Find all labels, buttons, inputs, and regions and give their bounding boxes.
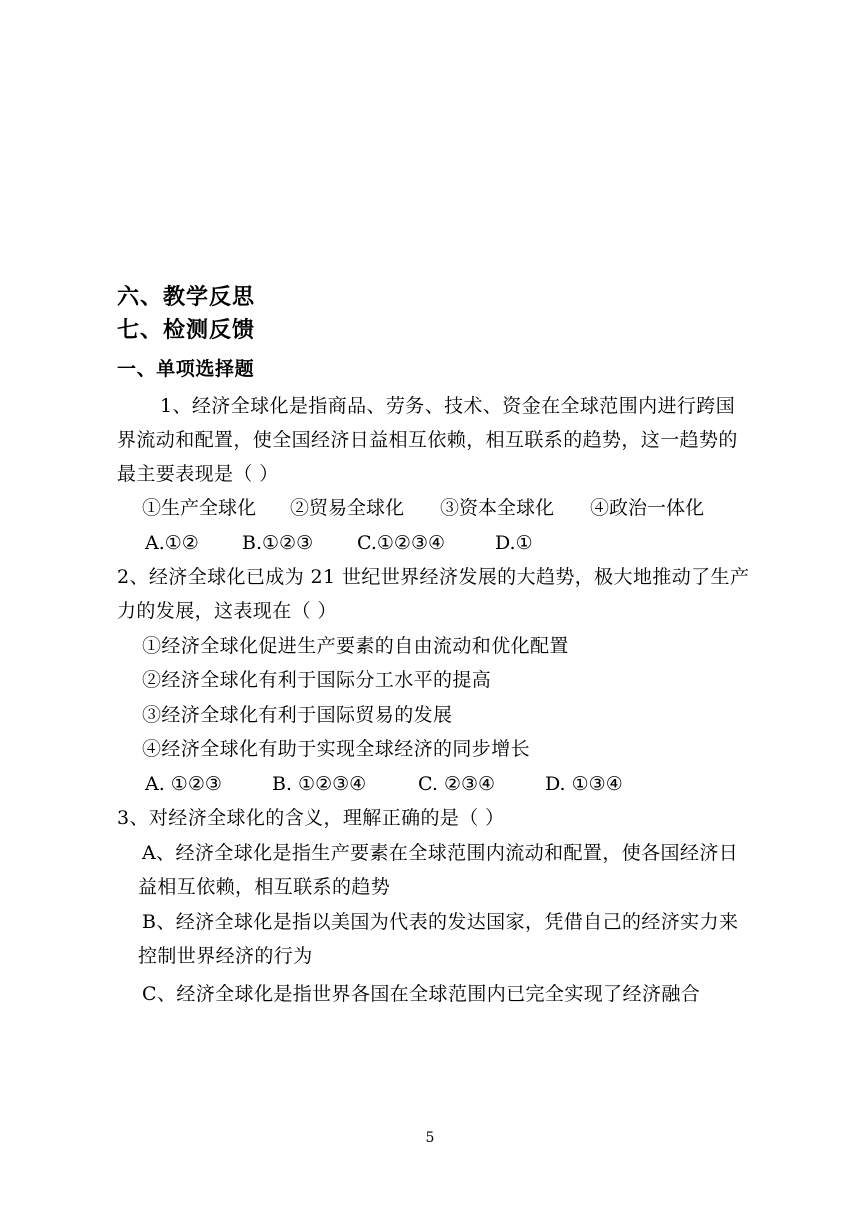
- q1-stem-line-3: 最主要表现是（ ）: [117, 463, 279, 485]
- q2-option-b: B. ①②③④: [272, 773, 367, 795]
- q2-stem-line-2: 力的发展，这表现在（ ）: [117, 600, 337, 622]
- section-heading-reflection: 六、教学反思: [117, 285, 256, 310]
- q2-option-c: C. ②③④: [418, 773, 496, 795]
- q1-item-4: ④政治一体化: [590, 497, 705, 519]
- q3-choice-a-line-1: A、经济全球化是指生产要素在全球范围内流动和配置，使各国经济日: [142, 842, 739, 864]
- q1-stem-line-2: 界流动和配置，使全国经济日益相互依赖，相互联系的趋势，这一趋势的: [117, 429, 738, 451]
- q1-items-row: [0, 496, 860, 520]
- q1-options-row: [0, 531, 860, 555]
- q2-option-d: D. ①③④: [545, 773, 623, 795]
- q2-item-2: ②经济全球化有利于国际分工水平的提高: [142, 669, 492, 691]
- q1-item-2: ②贸易全球化: [290, 497, 405, 519]
- q1-option-c: C.①②③④: [357, 532, 446, 554]
- q1-stem-line-1: 1、经济全球化是指商品、劳务、技术、资金在全球范围内进行跨国: [160, 395, 736, 417]
- q1-option-b: B.①②③: [242, 532, 314, 554]
- q3-choice-b-line-2: 控制世界经济的行为: [138, 945, 313, 967]
- q1-item-3: ③资本全球化: [440, 497, 555, 519]
- q2-item-3: ③经济全球化有利于国际贸易的发展: [142, 704, 453, 726]
- q3-choice-c-line-1: C、经济全球化是指世界各国在全球范围内已完全实现了经济融合: [142, 983, 701, 1005]
- q2-options-row: [0, 772, 860, 796]
- page-number: 5: [425, 1130, 435, 1146]
- q2-stem-line-1: 2、经济全球化已成为 21 世纪世界经济发展的大趋势，极大地推动了生产: [117, 566, 750, 588]
- q2-item-1: ①经济全球化促进生产要素的自由流动和优化配置: [142, 635, 569, 657]
- q1-option-d: D.①: [495, 532, 533, 554]
- q2-item-4: ④经济全球化有助于实现全球经济的同步增长: [142, 738, 531, 760]
- q3-choice-a-line-2: 益相互依赖，相互联系的趋势: [138, 876, 391, 898]
- q3-stem: 3、对经济全球化的含义，理解正确的是（ ）: [117, 807, 505, 829]
- q1-option-a: A.①②: [145, 532, 199, 554]
- q2-option-a: A. ①②③: [145, 773, 222, 795]
- section-heading-feedback: 七、检测反馈: [117, 318, 256, 343]
- q1-item-1: ①生产全球化: [142, 497, 257, 519]
- subsection-heading-single-choice: 一、单项选择题: [117, 358, 255, 380]
- q3-choice-b-line-1: B、经济全球化是指以美国为代表的发达国家，凭借自己的经济实力来: [142, 911, 739, 933]
